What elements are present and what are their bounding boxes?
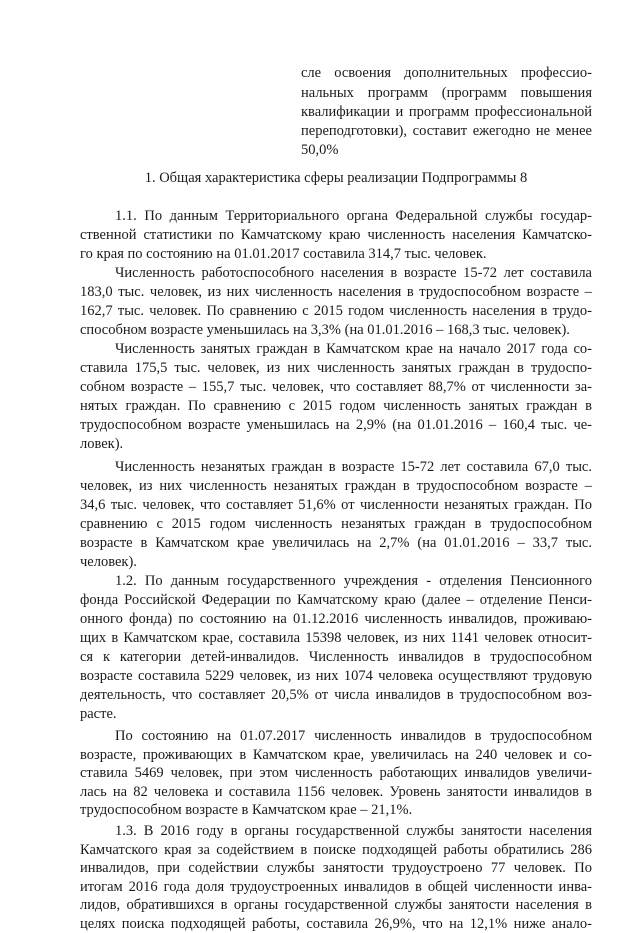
section-heading: 1. Общая характеристика сферы реализации Подпрограммы 8 [144, 170, 528, 186]
paragraph-line: 34,6 тыс. человек, что составляет 51,6% от численности незанятых граждан. По [80, 497, 592, 513]
paragraph-line: онного фонда) по состоянию на 01.12.2016 численность инвалидов, проживаю- [80, 611, 592, 627]
paragraph-line: человек). [80, 554, 137, 570]
paragraph-line: 1.2. По данным государственного учреждения - отделения Пенсионного [115, 573, 592, 589]
paragraph-line: щих в Камчатском крае, составила 15398 человек, из них 1141 человек относит- [80, 630, 592, 646]
paragraph-line: расте. [80, 706, 117, 722]
paragraph-line: ловек). [80, 436, 124, 452]
paragraph-line: трудоспособном возрасте в Камчатском крае – 21,1%. [80, 802, 413, 818]
paragraph-line: возрасте составила 5229 человек, из них 1074 человека осуществляют трудовую [80, 668, 592, 684]
paragraph-line: Численность незанятых граждан в возрасте 15-72 лет составила 67,0 тыс. [115, 459, 592, 475]
paragraph-line: лидов, обратившихся в органы государственной службы занятости населения в [80, 897, 592, 913]
paragraph-line: целях поиска подходящей работы, составила 26,9%, что на 12,1% ниже анало- [80, 916, 592, 932]
paragraph-line: фонда Российской Федерации по Камчатскому краю (далее – отделение Пенси- [80, 592, 592, 608]
paragraph-line: Численность работоспособного населения в возрасте 15-72 лет составила [115, 265, 592, 281]
paragraph-line: способном возрасте уменьшилась на 3,3% (на 01.01.2016 – 168,3 тыс. человек). [80, 322, 570, 338]
paragraph-line: возрасте, проживающих в Камчатском крае, увеличилась на 240 человек и со- [80, 747, 592, 763]
top-block-line: 50,0% [301, 142, 339, 158]
paragraph-line: го края по состоянию на 01.01.2017 составила 314,7 тыс. человек. [80, 246, 487, 262]
paragraph-line: ставила 175,5 тыс. человек, из них численность занятых граждан в трудоспо- [80, 360, 592, 376]
paragraph-line: 162,7 тыс. человек. По сравнению с 2015 годом численность населения в трудо- [80, 303, 592, 319]
paragraph-line: Камчатского края за содействием в поиске подходящей работы обратились 286 [80, 842, 592, 858]
paragraph-line: трудоспособном возрасте уменьшилась на 2,9% (на 01.01.2016 – 160,4 тыс. че- [80, 417, 592, 433]
paragraph-line: нятых граждан. По сравнению с 2015 годом численность занятых граждан в [80, 398, 592, 414]
paragraph-line: 183,0 тыс. человек, из них численность населения в трудоспособном возрасте – [80, 284, 592, 300]
top-block-line: квалификации и программ профессиональной [301, 104, 592, 120]
paragraph-line: ставила 5469 человек, при этом численность работающих инвалидов увеличи- [80, 765, 592, 781]
paragraph-line: итогам 2016 года доля трудоустроенных инвалидов в общей численности инва- [80, 879, 592, 895]
paragraph-line: ственной статистики по Камчатскому краю численность населения Камчатско- [80, 227, 592, 243]
paragraph-line: По состоянию на 01.07.2017 численность инвалидов в трудоспособном [115, 728, 592, 744]
paragraph-line: человек, из них численность незанятых граждан в трудоспособном возрасте – [80, 478, 592, 494]
paragraph-line: Численность занятых граждан в Камчатском крае на начало 2017 года со- [115, 341, 592, 357]
top-block-line: сле освоения дополнительных профессио- [301, 65, 592, 81]
paragraph-line: сравнению с 2015 годом численность незанятых граждан в трудоспособном [80, 516, 592, 532]
paragraph-line: 1.1. По данным Территориального органа Федеральной службы государ- [115, 208, 592, 224]
paragraph-line: 1.3. В 2016 году в органы государственной службы занятости населения [115, 823, 592, 839]
top-block-line: нальных программ (программ повышения [301, 85, 592, 101]
paragraph-line: лась на 82 человека и составила 1156 человек. Уровень занятости инвалидов в [80, 784, 592, 800]
paragraph-line: инвалидов, при содействии службы занятости трудоустроено 77 человек. По [80, 860, 592, 876]
paragraph-line: собном возрасте – 155,7 тыс. человек, что составляет 88,7% от численности за- [80, 379, 592, 395]
paragraph-line: деятельность, что составляет 20,5% от числа инвалидов в трудоспособном воз- [80, 687, 592, 703]
paragraph-line: ся к категории детей-инвалидов. Численность инвалидов в трудоспособном [80, 649, 592, 665]
paragraph-line: возрасте в Камчатском крае увеличилась на 2,7% (на 01.01.2016 – 33,7 тыс. [80, 535, 592, 551]
top-block-line: переподготовки), составит ежегодно не менее [301, 123, 592, 139]
